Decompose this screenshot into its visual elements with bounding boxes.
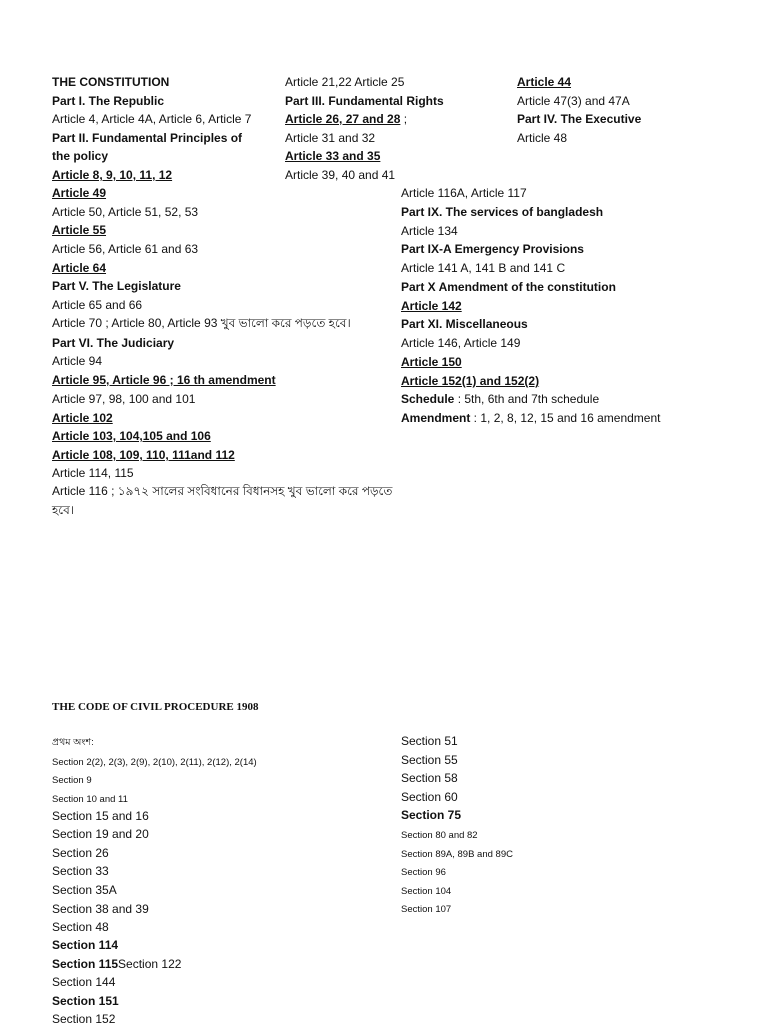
constitution-col1-line [52,149,108,163]
cpc-left-text: Section 115 [52,957,119,971]
cpc-right-text: Section 60 [401,790,458,804]
cpc-right-text: Section 75 [401,808,462,822]
cpc-right-text: Section 107 [401,904,452,915]
cpc-left-text: Section 151 [52,994,119,1008]
cpc-left-line [52,975,115,989]
cpc-left-line [52,791,128,807]
constitution-col2-suffix: ; [400,112,408,126]
constitution-left-lower-text: Article 55 [52,223,107,237]
constitution-col3-text: Article 48 [517,131,568,145]
cpc-left-text: Section 38 and 39 [52,902,149,916]
constitution-col1-text: Part II. Fundamental Principles of [52,131,243,145]
cpc-right-line [401,846,513,862]
cpc-left-text: Section 19 and 20 [52,827,149,841]
constitution-left-lower-line [52,242,198,256]
constitution-left-lower-text: Article 102 [52,411,113,425]
constitution-left-lower-line [52,279,181,293]
constitution-left-lower-line [52,223,106,237]
constitution-left-lower-line [52,186,106,200]
cpc-right-text: Section 55 [401,753,458,767]
cpc-left-text: Section 15 and 16 [52,809,149,823]
constitution-col1-line [52,168,172,182]
constitution-left-lower-text: Article 103, 104,105 and 106 [52,429,211,443]
constitution-col2-text: Part III. Fundamental Rights [285,94,444,108]
constitution-right-lower-text: Amendment [401,411,471,425]
constitution-col3-line [517,112,641,126]
constitution-left-lower-line [52,448,235,462]
cpc-left-text: Section 35A [52,883,117,897]
constitution-col1-text: Article 8, 9, 10, 11, 12 [52,168,173,182]
constitution-right-lower-text: Schedule [401,392,455,406]
constitution-col2-line [285,168,395,182]
constitution-left-lower-line [52,354,102,368]
cpc-left-text: Section 33 [52,864,109,878]
constitution-right-lower-line [401,205,603,219]
cpc-right-line [401,883,451,899]
constitution-col2-text: Article 31 and 32 [285,131,376,145]
constitution-col1-text: Article 4, Article 4A, Article 6, Article 7 [52,112,252,126]
cpc-left-text: প্রথম অংশ: [52,737,94,748]
constitution-left-lower-text: Part V. The Legislature [52,279,181,293]
constitution-col2-text: Article 21,22 Article 25 [285,75,405,89]
constitution-left-lower-text: Article 70 ; Article 80, Article 93 খুব ভালো করে পড়তে হবে। [52,316,351,330]
constitution-right-lower-text: Article 150 [401,355,462,369]
cpc-left-text: Section 48 [52,920,109,934]
cpc-left-line [52,883,117,897]
cpc-left-line [52,827,149,841]
cpc-left-suffix: Section 122 [118,957,182,971]
constitution-left-lower-text: Article 94 [52,354,103,368]
constitution-left-lower-text: Article 114, 115 [52,466,134,480]
cpc-left-line [52,772,92,788]
cpc-right-text: Section 96 [401,867,446,878]
cpc-left-line [52,920,109,934]
cpc-right-text: Section 58 [401,771,458,785]
constitution-right-lower-text: Part X Amendment of the constitution [401,280,616,294]
constitution-left-lower-line [52,316,351,330]
cpc-left-line [52,938,118,952]
cpc-left-line [52,846,109,860]
constitution-left-lower-line [52,205,198,219]
constitution-right-lower-line [401,392,599,406]
constitution-col3-line [517,75,571,89]
constitution-left-lower-text: Article 116 ; ১৯৭২ সালের সংবিধানের বিধানসহ খুব ভালো করে পড়তে [52,484,393,498]
constitution-col3-text: Part IV. The Executive [517,112,642,126]
cpc-right-line [401,734,458,748]
cpc-right-line [401,901,451,917]
cpc-title: THE CODE OF CIVIL PROCEDURE 1908 [52,701,259,713]
cpc-right-text: Section 80 and 82 [401,830,478,841]
constitution-right-lower-line [401,224,458,238]
constitution-col3-line [517,94,630,108]
constitution-right-lower-line [401,299,462,313]
constitution-right-lower-text: Part IX. The services of bangladesh [401,205,604,219]
cpc-right-text: Section 89A, 89B and 89C [401,849,513,860]
cpc-left-line [52,864,109,878]
constitution-left-lower-text: Article 49 [52,186,107,200]
cpc-right-line [401,808,461,822]
constitution-left-lower-text: Article 64 [52,261,107,275]
cpc-left-line [52,734,94,750]
constitution-left-lower-line [52,429,211,443]
constitution-left-lower-text: হবে। [52,503,75,517]
constitution-col2-line [285,75,404,89]
cpc-left-line [52,902,149,916]
constitution-col3-text: Article 47(3) and 47A [517,94,630,108]
cpc-right-line [401,771,458,785]
constitution-left-lower-line [52,411,113,425]
constitution-right-lower-line [401,336,520,350]
constitution-right-lower-line [401,280,616,294]
constitution-col1-text: the policy [52,149,109,163]
constitution-right-lower-text: Article 134 [401,224,458,238]
constitution-left-lower-line [52,484,392,498]
constitution-right-lower-line [401,261,565,275]
cpc-left-text: Section 144 [52,975,116,989]
cpc-left-line [52,809,149,823]
constitution-right-lower-text: Article 152(1) and 152(2) [401,374,540,388]
cpc-left-text: Section 152 [52,1012,116,1026]
constitution-right-lower-suffix: : 1, 2, 8, 12, 15 and 16 amendment [470,411,661,425]
cpc-right-line [401,753,458,767]
constitution-right-lower-text: Article 146, Article 149 [401,336,521,350]
cpc-right-line [401,790,458,804]
cpc-left-text: Section 2(2), 2(3), 2(9), 2(10), 2(11), 2(12), 2(14) [52,757,257,768]
cpc-right-line [401,864,446,880]
constitution-right-lower-text: Part XI. Miscellaneous [401,317,528,331]
constitution-left-lower-line [52,373,276,387]
constitution-left-lower-text: Part VI. The Judiciary [52,336,175,350]
cpc-right-text: Section 104 [401,886,452,897]
constitution-right-lower-suffix: : 5th, 6th and 7th schedule [454,392,600,406]
constitution-col2-line [285,112,407,126]
cpc-left-line [52,994,119,1008]
constitution-right-lower-text: Part IX-A Emergency Provisions [401,242,584,256]
constitution-left-lower-line [52,261,106,275]
constitution-left-lower-text: Article 108, 109, 110, 111and 112 [52,448,235,462]
cpc-left-text: Section 114 [52,938,119,952]
constitution-right-lower-line [401,242,584,256]
cpc-left-text: Section 9 [52,775,92,786]
cpc-left-text: Section 10 and 11 [52,794,128,805]
constitution-right-lower-line [401,317,528,331]
constitution-col2-line [285,94,444,108]
constitution-col2-text: Article 39, 40 and 41 [285,168,396,182]
constitution-left-lower-text: Article 56, Article 61 and 63 [52,242,199,256]
constitution-left-lower-line [52,503,74,517]
cpc-right-line [401,827,478,843]
constitution-right-lower-text: Article 142 [401,299,462,313]
constitution-right-lower-line [401,411,660,425]
constitution-col1-text: THE CONSTITUTION [52,75,170,89]
constitution-left-lower-text: Article 50, Article 51, 52, 53 [52,205,199,219]
constitution-col1-line [52,94,164,108]
constitution-left-lower-line [52,392,195,406]
constitution-right-lower-text: Article 141 A, 141 B and 141 C [401,261,566,275]
constitution-col3-line [517,131,567,145]
constitution-left-lower-line [52,336,174,350]
constitution-col1-line [52,112,251,126]
constitution-right-lower-line [401,355,462,369]
constitution-left-lower-text: Article 97, 98, 100 and 101 [52,392,196,406]
constitution-left-lower-line [52,466,134,480]
constitution-col2-text: Article 33 and 35 [285,149,381,163]
cpc-left-line [52,754,257,770]
constitution-right-lower-line [401,374,539,388]
constitution-right-lower-line [401,186,527,200]
cpc-left-line [52,957,181,971]
constitution-col1-line [52,75,169,89]
cpc-left-text: Section 26 [52,846,109,860]
constitution-col2-line [285,131,375,145]
constitution-left-lower-text: Article 95, Article 96 ; 16 th amendment [52,373,276,387]
constitution-col1-line [52,131,242,145]
cpc-right-text: Section 51 [401,734,458,748]
constitution-right-lower-text: Article 116A, Article 117 [401,186,527,200]
constitution-left-lower-line [52,298,142,312]
constitution-col2-text: Article 26, 27 and 28 [285,112,401,126]
constitution-left-lower-text: Article 65 and 66 [52,298,143,312]
constitution-col1-text: Part I. The Republic [52,94,165,108]
constitution-col2-line [285,149,380,163]
constitution-col3-text: Article 44 [517,75,572,89]
